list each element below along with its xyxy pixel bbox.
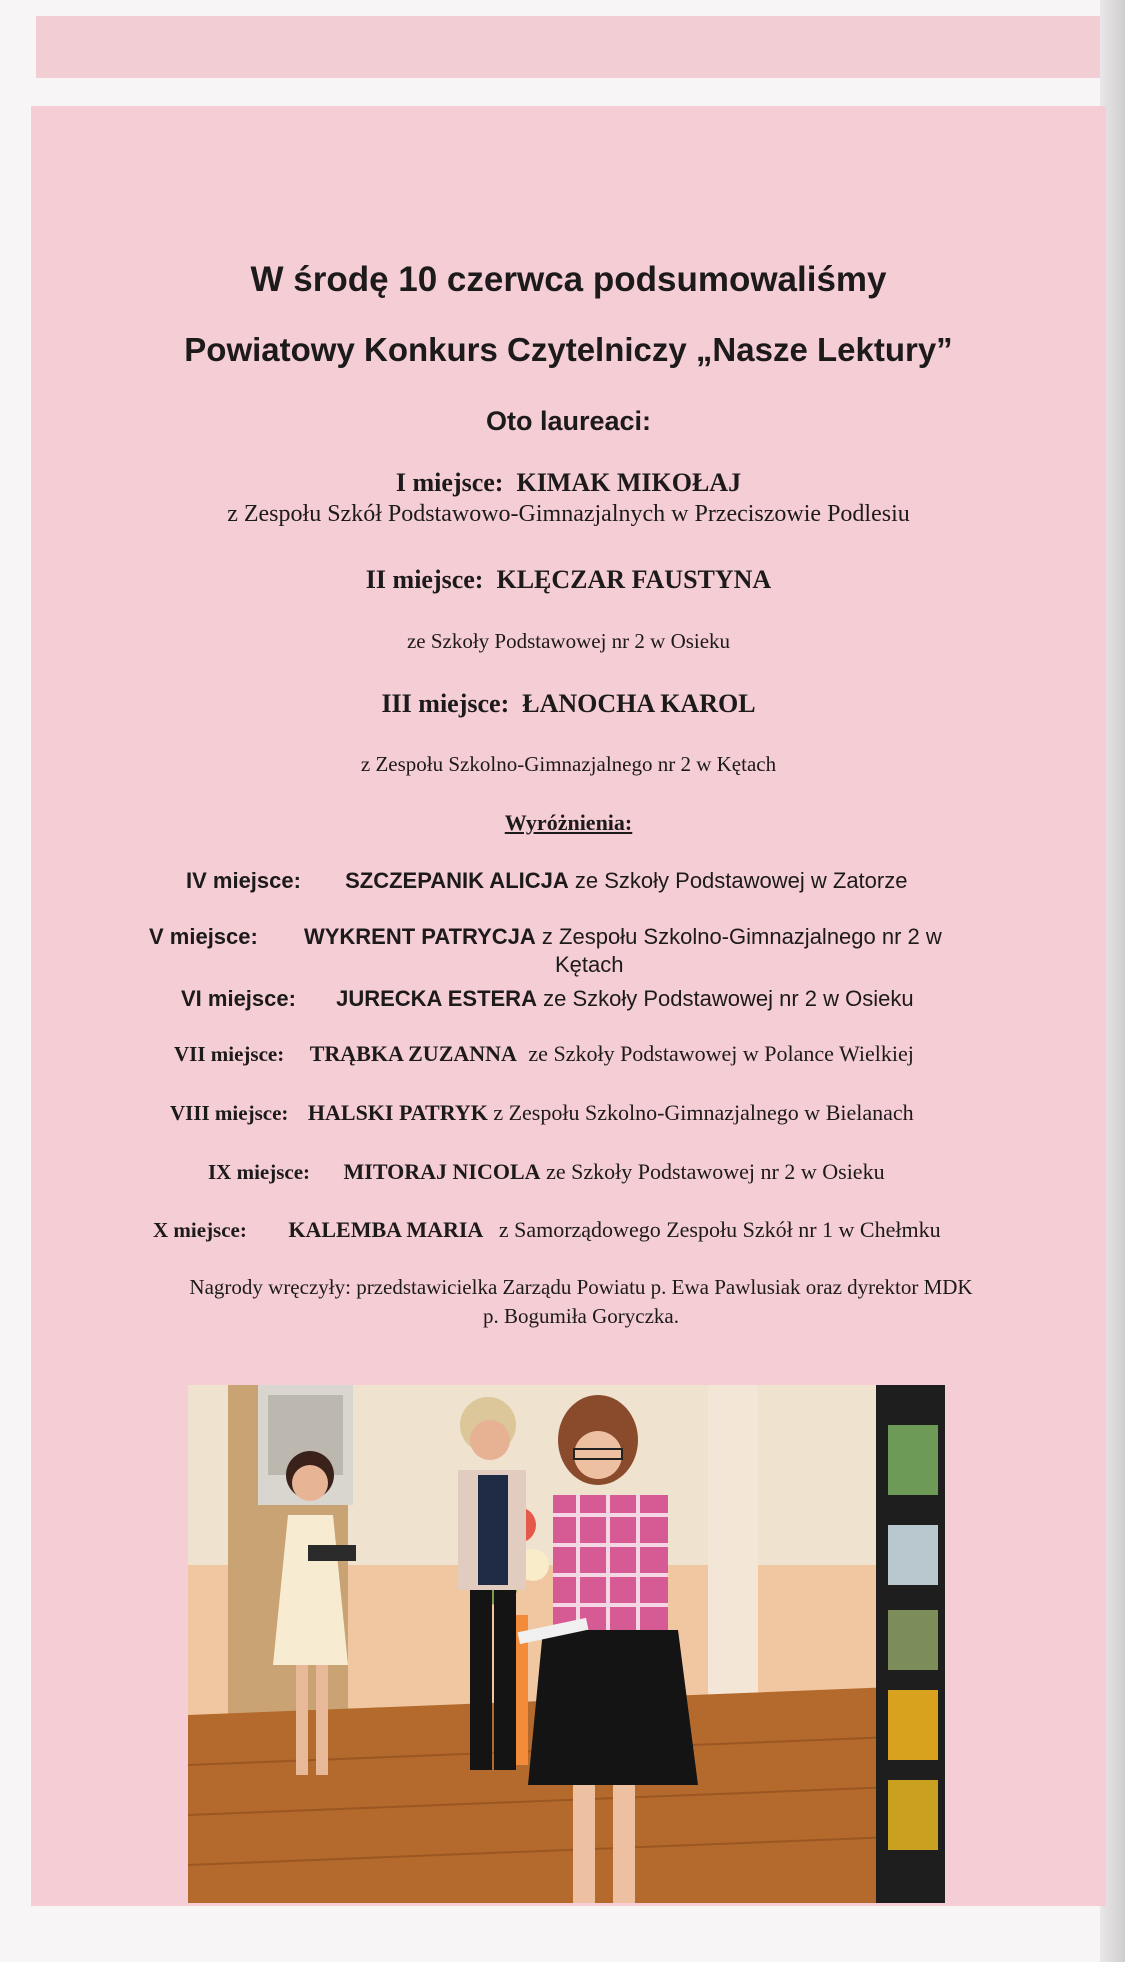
winner-2 (31, 565, 1106, 595)
distinction-place: X miejsce: (153, 1218, 247, 1242)
distinction-school: ze Szkoły Podstawowej nr 2 w Osieku (543, 986, 914, 1011)
awards-note (101, 1273, 1061, 1331)
distinction-name: SZCZEPANIK ALICJA (345, 868, 569, 893)
distinction-place: VIII miejsce: (170, 1101, 289, 1125)
winner-1-school: z Zespołu Szkół Podstawowo-Gimnazjalnych w Przeciszowie Podlesiu (227, 501, 910, 527)
distinction-school: z Zespołu Szkolno-Gimnazjalnego nr 2 w (541, 924, 942, 949)
distinction-school: ze Szkoły Podstawowej nr 2 w Osieku (546, 1159, 885, 1184)
distinction-row (208, 1159, 885, 1185)
winner-1 (31, 468, 1106, 498)
distinction-name: WYKRENT PATRYCJA (303, 924, 536, 949)
distinction-name: JURECKA ESTERA (336, 986, 537, 1011)
heading-date: W środę 10 czerwca podsumowaliśmy (250, 260, 887, 299)
distinction-row (153, 1217, 941, 1243)
distinction-place: IX miejsce: (208, 1160, 311, 1184)
winner-name: KIMAK MIKOŁAJ (516, 468, 742, 497)
distinction-place: VI miejsce: (181, 986, 296, 1011)
winner-name: KLĘCZAR FAUSTYNA (496, 565, 772, 594)
distinction-row (174, 1041, 914, 1067)
distinction-school: z Zespołu Szkolno-Gimnazjalnego w Bielanach (493, 1100, 914, 1125)
top-paper-strip (36, 16, 1110, 78)
distinction-row (186, 868, 907, 894)
winner-3 (31, 689, 1106, 719)
distinction-place: V miejsce: (149, 924, 258, 949)
distinction-place: VII miejsce: (174, 1042, 285, 1066)
distinction-place: IV miejsce: (186, 868, 301, 893)
distinction-row (149, 924, 942, 950)
distinction-name: HALSKI PATRYK (307, 1100, 488, 1125)
distinction-name: TRĄBKA ZUZANNA (309, 1041, 517, 1066)
distinction-row (170, 1100, 914, 1126)
award-ceremony-photo (188, 1385, 945, 1903)
distinction-school: z Samorządowego Zespołu Szkół nr 1 w Chełmku (498, 1217, 941, 1242)
winner-place: I miejsce: (395, 468, 504, 497)
distinctions-heading: Wyróżnienia: (504, 810, 633, 835)
winner-name: ŁANOCHA KAROL (522, 689, 756, 718)
awards-note-line-1: Nagrody wręczyły: przedstawicielka Zarządu Powiatu p. Ewa Pawlusiak oraz dyrektor MDK (189, 1275, 973, 1299)
heading-contest: Powiatowy Konkurs Czytelniczy „Nasze Lektury” (184, 331, 953, 368)
winner-place: II miejsce: (365, 565, 484, 594)
distinction-name: MITORAJ NICOLA (343, 1159, 541, 1184)
distinction-school: ze Szkoły Podstawowej w Zatorze (574, 868, 908, 893)
distinction-row (181, 986, 914, 1012)
awards-note-line-2: p. Bogumiła Goryczka. (483, 1304, 679, 1328)
heading-laureates: Oto laureaci: (485, 406, 652, 436)
distinction-school: ze Szkoły Podstawowej w Polance Wielkiej (528, 1041, 914, 1066)
winner-place: III miejsce: (381, 689, 510, 718)
winner-3-school: z Zespołu Szkolno-Gimnazjalnego nr 2 w Kętach (360, 752, 777, 776)
distinction-name: KALEMBA MARIA (288, 1217, 484, 1242)
winner-2-school: ze Szkoły Podstawowej nr 2 w Osieku (406, 629, 731, 653)
distinction-school-continuation: Kętach (555, 952, 624, 977)
